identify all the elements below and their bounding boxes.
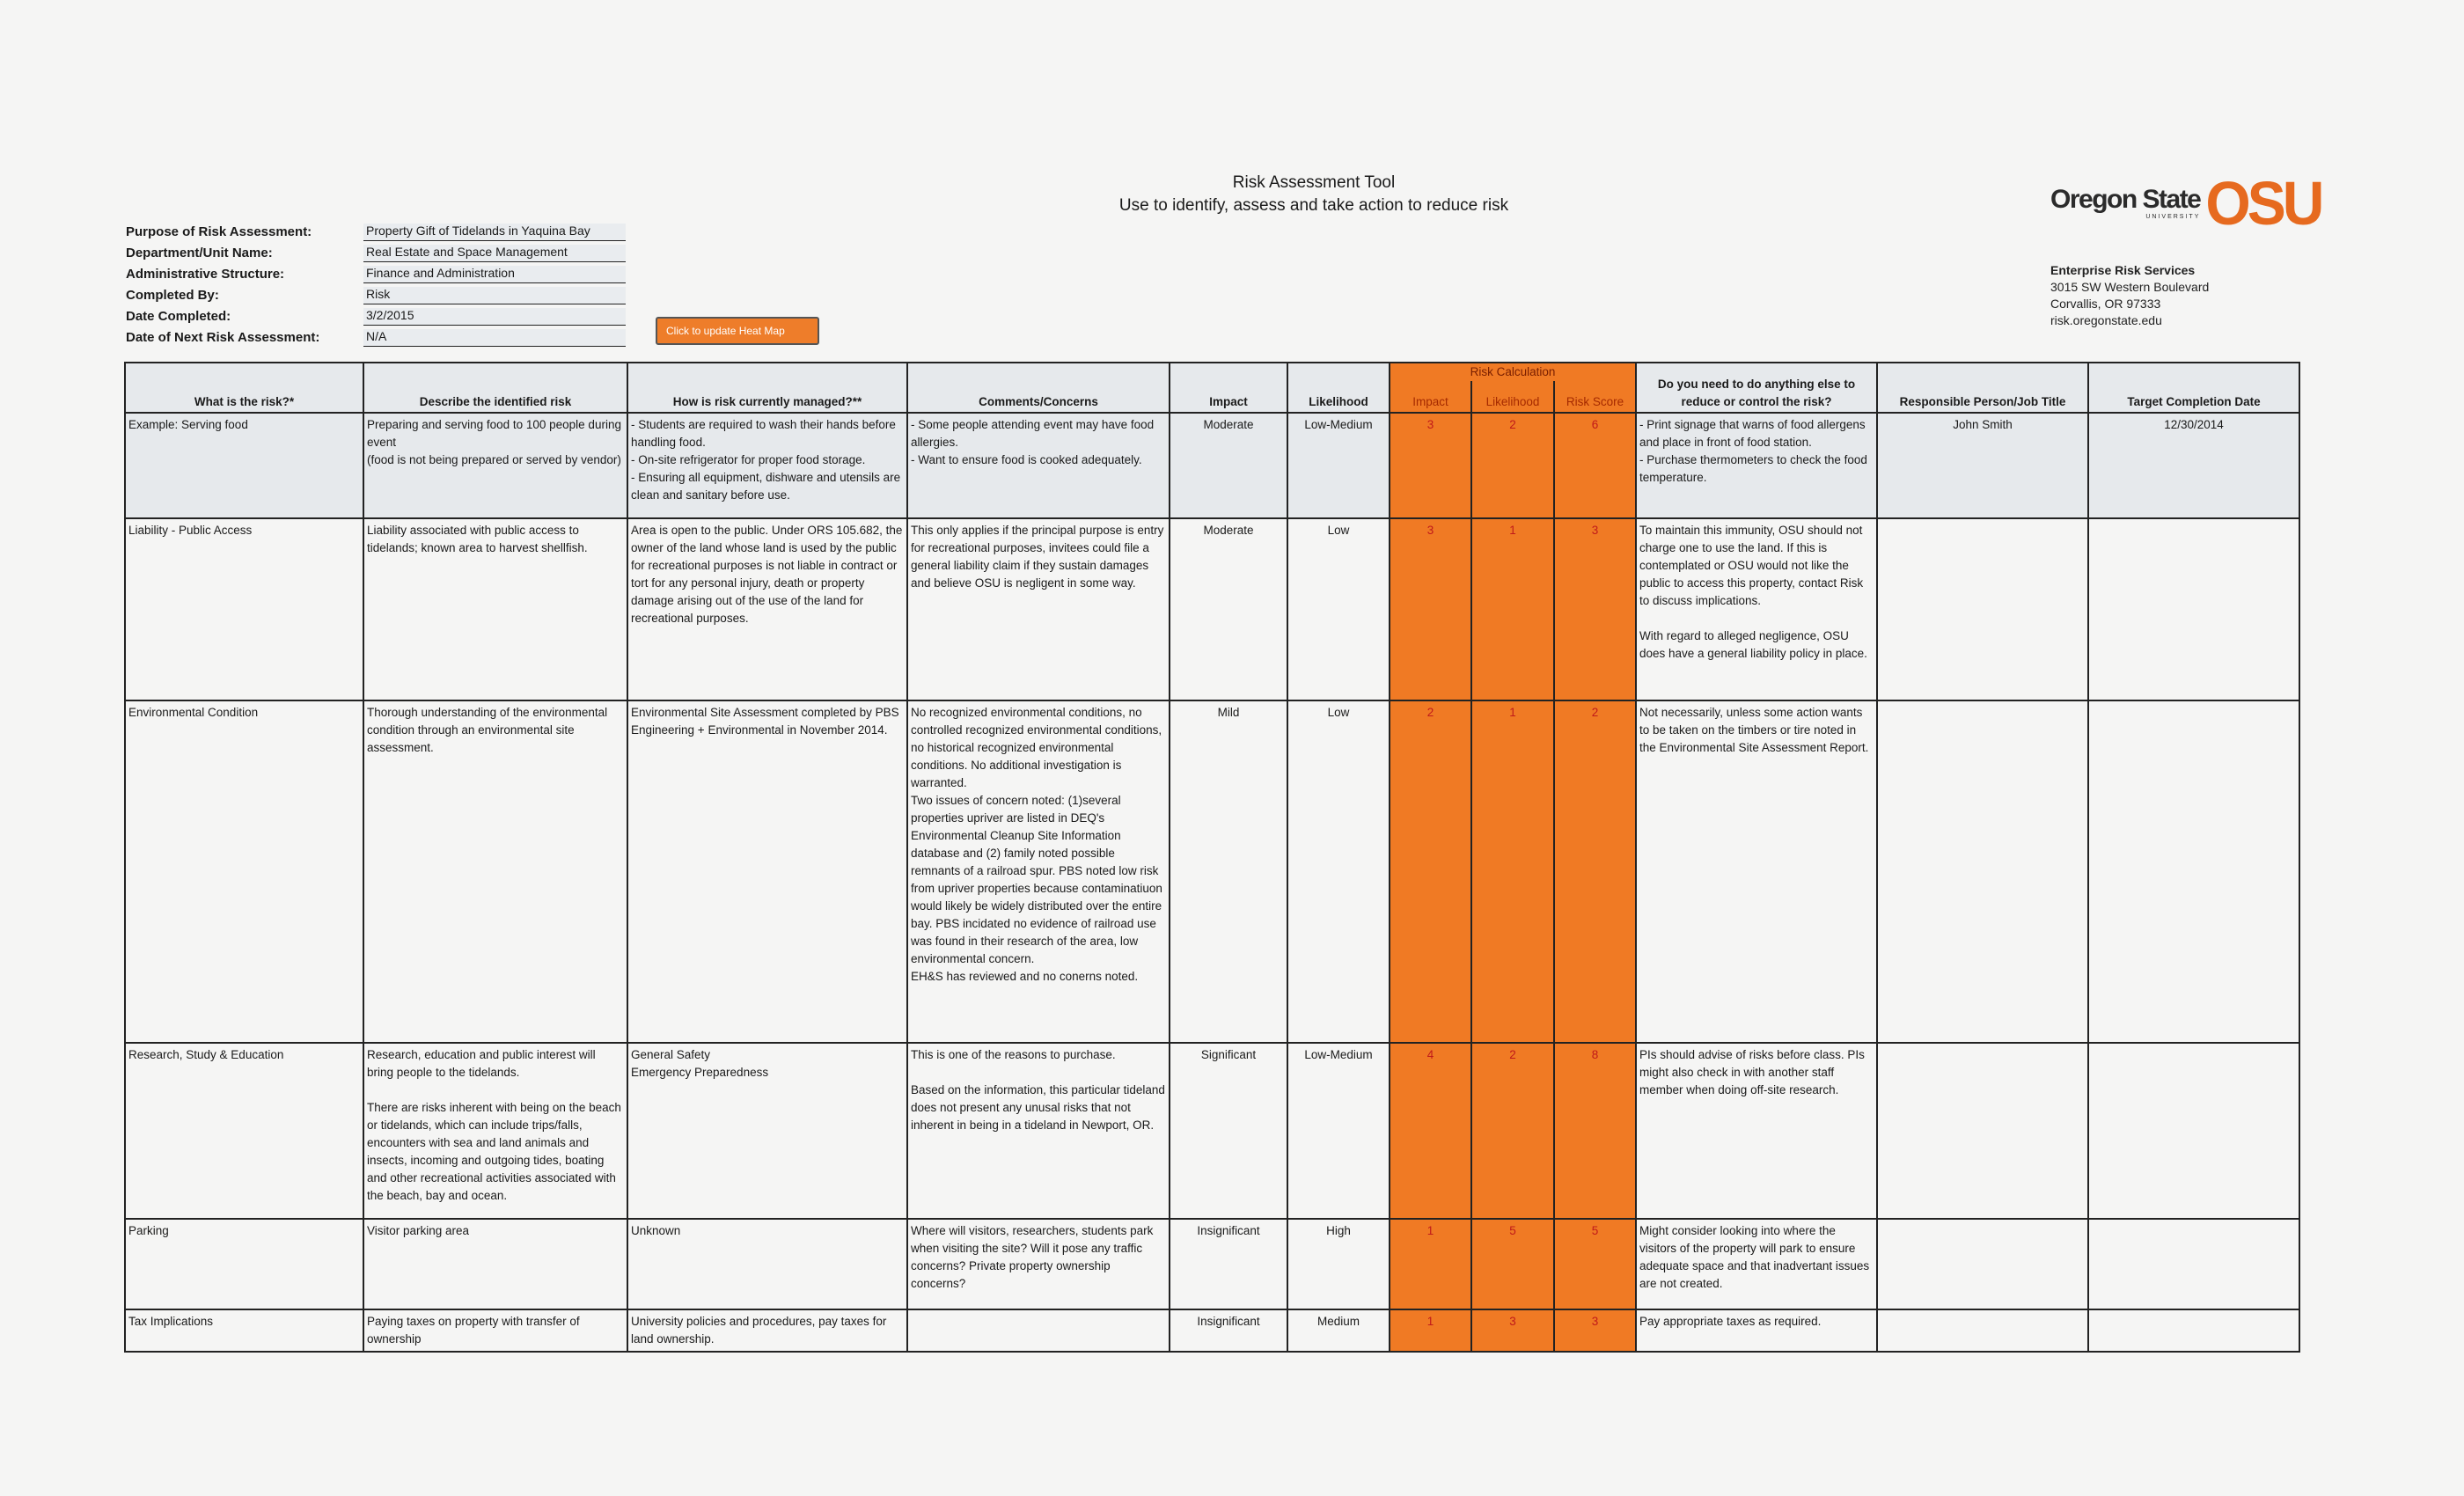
update-heat-map-button[interactable]: Click to update Heat Map	[656, 317, 819, 345]
cell-calc-impact: 1	[1390, 1309, 1471, 1352]
col-header-impact: Impact	[1170, 363, 1287, 413]
cell-managed[interactable]: Environmental Site Assessment completed by PBS Engineering + Environmental in November 2014.	[627, 700, 907, 1043]
meta-label: Administrative Structure:	[126, 267, 285, 282]
cell-calc-score: 5	[1554, 1219, 1636, 1309]
logo-wordmark: Oregon State	[2050, 184, 2201, 214]
meta-row	[126, 220, 626, 241]
cell-calc-impact: 2	[1390, 700, 1471, 1043]
cell-managed[interactable]: Area is open to the public. Under ORS 105.682, the owner of the land whose land is used by the public for recreational purposes is not liable in contract or tort for any personal injury, death or property damage arising out of the use of the land for recreational purposes.	[627, 518, 907, 700]
purpose-field[interactable]: Property Gift of Tidelands in Yaquina Bay	[363, 224, 626, 241]
table-row	[125, 1043, 2299, 1219]
cell-likelihood[interactable]: Medium	[1287, 1309, 1390, 1352]
cell-impact[interactable]: Moderate	[1170, 518, 1287, 700]
logo-mark: OSU	[2205, 169, 2321, 238]
cell-risk[interactable]: Example: Serving food	[125, 413, 363, 518]
col-header-likelihood: Likelihood	[1287, 363, 1390, 413]
col-header-calc-likelihood: Likelihood	[1471, 381, 1554, 413]
col-header-calc-score: Risk Score	[1554, 381, 1636, 413]
col-header-risk-calculation: Risk Calculation	[1390, 363, 1636, 381]
cell-comments[interactable]: This is one of the reasons to purchase. Based on the information, this particular tideland does not present any unusal risks that not inherent in being in a tideland in Newport, OR.	[907, 1043, 1170, 1219]
col-header-comments: Comments/Concerns	[907, 363, 1170, 413]
cell-calc-score: 6	[1554, 413, 1636, 518]
cell-risk[interactable]: Tax Implications	[125, 1309, 363, 1352]
col-header-risk: What is the risk?*	[125, 363, 363, 413]
osu-logo	[2050, 169, 2321, 238]
cell-action[interactable]: PIs should advise of risks before class. PIs might also check in with another staff member when doing off-site research.	[1636, 1043, 1877, 1219]
next-assessment-field[interactable]: N/A	[363, 329, 626, 347]
table-row	[125, 1309, 2299, 1352]
assessment-meta	[126, 220, 626, 347]
cell-impact[interactable]: Moderate	[1170, 413, 1287, 518]
cell-managed[interactable]: - Students are required to wash their hands before handling food. - On-site refrigerator for proper food storage. - Ensuring all equipment, dishware and utensils are clean and sanitary before use.	[627, 413, 907, 518]
cell-target[interactable]	[2088, 1043, 2299, 1219]
meta-row	[126, 262, 626, 283]
cell-calc-impact: 1	[1390, 1219, 1471, 1309]
cell-target[interactable]	[2088, 700, 2299, 1043]
cell-comments[interactable]: This only applies if the principal purpose is entry for recreational purposes, invitees could file a general liability claim if they sustain damages and believe OSU is negligent in some way.	[907, 518, 1170, 700]
col-header-describe: Describe the identified risk	[363, 363, 627, 413]
ers-address1: 3015 SW Western Boulevard	[2050, 280, 2210, 294]
cell-calc-likelihood: 2	[1471, 1043, 1554, 1219]
cell-impact[interactable]: Insignificant	[1170, 1309, 1287, 1352]
cell-responsible[interactable]	[1877, 1219, 2088, 1309]
cell-likelihood[interactable]: High	[1287, 1219, 1390, 1309]
department-field[interactable]: Real Estate and Space Management	[363, 245, 626, 262]
cell-calc-score: 3	[1554, 1309, 1636, 1352]
cell-responsible[interactable]	[1877, 518, 2088, 700]
meta-label: Department/Unit Name:	[126, 246, 273, 260]
completed-by-field[interactable]: Risk	[363, 287, 626, 304]
ers-title: Enterprise Risk Services	[2050, 263, 2196, 277]
cell-target[interactable]: 12/30/2014	[2088, 413, 2299, 518]
cell-calc-score: 8	[1554, 1043, 1636, 1219]
cell-managed[interactable]: Unknown	[627, 1219, 907, 1309]
ers-web: risk.oregonstate.edu	[2050, 313, 2162, 327]
cell-describe[interactable]: Liability associated with public access to tidelands; known area to harvest shellfish.	[363, 518, 627, 700]
cell-likelihood[interactable]: Low-Medium	[1287, 1043, 1390, 1219]
meta-label: Date of Next Risk Assessment:	[126, 330, 320, 345]
logo-university: UNIVERSITY	[2145, 213, 2201, 220]
date-completed-field[interactable]: 3/2/2015	[363, 308, 626, 326]
col-header-managed: How is risk currently managed?**	[627, 363, 907, 413]
cell-describe[interactable]: Thorough understanding of the environmental condition through an environmental site assessment.	[363, 700, 627, 1043]
table-row	[125, 1219, 2299, 1309]
cell-impact[interactable]: Significant	[1170, 1043, 1287, 1219]
cell-risk[interactable]: Liability - Public Access	[125, 518, 363, 700]
table-row	[125, 700, 2299, 1043]
col-header-calc-impact: Impact	[1390, 381, 1471, 413]
cell-risk[interactable]: Parking	[125, 1219, 363, 1309]
cell-target[interactable]	[2088, 1309, 2299, 1352]
cell-comments[interactable]: No recognized environmental conditions, no controlled recognized environmental conditions, no historical recognized environmental conditions. No additional investigation is warranted. Two issues of concern noted: (1)several properties upriver are listed in DEQ's Environmental Cleanup Site Information database and (2) family noted possible remnants of a railroad spur. PBS noted low risk from upriver properties because contaminatiuon would likely be widely distributed over the entire bay. PBS incidated no evidence of railroad use was found in their research of the area, low environmental concern. EH&S has reviewed and no conerns noted.	[907, 700, 1170, 1043]
cell-describe[interactable]: Visitor parking area	[363, 1219, 627, 1309]
cell-calc-score: 2	[1554, 700, 1636, 1043]
cell-responsible[interactable]	[1877, 1309, 2088, 1352]
ers-address2: Corvallis, OR 97333	[2050, 297, 2161, 311]
cell-comments[interactable]: - Some people attending event may have food allergies. - Want to ensure food is cooked adequately.	[907, 413, 1170, 518]
cell-likelihood[interactable]: Low-Medium	[1287, 413, 1390, 518]
risk-table	[124, 362, 2300, 1353]
meta-label: Purpose of Risk Assessment:	[126, 224, 312, 239]
ers-contact	[2050, 262, 2209, 329]
cell-calc-likelihood: 2	[1471, 413, 1554, 518]
cell-responsible[interactable]	[1877, 700, 2088, 1043]
page-subtitle: Use to identify, assess and take action to reduce risk	[1118, 196, 1509, 215]
col-header-action: Do you need to do anything else to reduce or control the risk?	[1636, 363, 1877, 413]
cell-target[interactable]	[2088, 1219, 2299, 1309]
cell-impact[interactable]: Insignificant	[1170, 1219, 1287, 1309]
cell-responsible[interactable]	[1877, 1043, 2088, 1219]
cell-action[interactable]: Not necessarily, unless some action wants to be taken on the timbers or tire noted in the Environmental Site Assessment Report.	[1636, 700, 1877, 1043]
meta-label: Date Completed:	[126, 309, 231, 324]
cell-action[interactable]: Pay appropriate taxes as required.	[1636, 1309, 1877, 1352]
admin-structure-field[interactable]: Finance and Administration	[363, 266, 626, 283]
meta-row	[126, 326, 626, 347]
col-header-target: Target Completion Date	[2088, 363, 2299, 413]
cell-impact[interactable]: Mild	[1170, 700, 1287, 1043]
col-header-responsible: Responsible Person/Job Title	[1877, 363, 2088, 413]
meta-row	[126, 304, 626, 326]
cell-calc-likelihood: 3	[1471, 1309, 1554, 1352]
cell-calc-likelihood: 1	[1471, 700, 1554, 1043]
cell-risk[interactable]: Research, Study & Education	[125, 1043, 363, 1219]
cell-calc-likelihood: 5	[1471, 1219, 1554, 1309]
meta-label: Completed By:	[126, 288, 219, 303]
header-row	[125, 363, 2299, 381]
cell-calc-score: 3	[1554, 518, 1636, 700]
cell-describe[interactable]: Paying taxes on property with transfer of ownership	[363, 1309, 627, 1352]
table-row	[125, 518, 2299, 700]
meta-row	[126, 283, 626, 304]
cell-likelihood[interactable]: Low	[1287, 518, 1390, 700]
cell-describe[interactable]: Research, education and public interest will bring people to the tidelands. There are risks inherent with being on the beach or tidelands, which can include trips/falls, encounters with sea and land animals and insects, incoming and outgoing tides, boating and other recreational activities associated with the beach, bay and ocean.	[363, 1043, 627, 1219]
cell-action[interactable]: To maintain this immunity, OSU should not charge one to use the land. If this is contemplated or OSU would not like the public to access this property, contact Risk to discuss implications. With regard to alleged negligence, OSU does have a general liability policy in place.	[1636, 518, 1877, 700]
page-title-line1: Risk Assessment Tool	[1232, 173, 1396, 192]
cell-target[interactable]	[2088, 518, 2299, 700]
cell-managed[interactable]: University policies and procedures, pay taxes for land ownership.	[627, 1309, 907, 1352]
cell-action[interactable]: Might consider looking into where the visitors of the property will park to ensure adequate space and that inadvertant issues are not created.	[1636, 1219, 1877, 1309]
cell-calc-likelihood: 1	[1471, 518, 1554, 700]
cell-calc-impact: 3	[1390, 518, 1471, 700]
cell-describe[interactable]: Preparing and serving food to 100 people during event (food is not being prepared or served by vendor)	[363, 413, 627, 518]
meta-row	[126, 241, 626, 262]
table-row-example	[125, 413, 2299, 518]
cell-calc-impact: 4	[1390, 1043, 1471, 1219]
cell-comments[interactable]: Where will visitors, researchers, students park when visiting the site? Will it pose any traffic concerns? Private property ownership concerns?	[907, 1219, 1170, 1309]
cell-managed[interactable]: General Safety Emergency Preparedness	[627, 1043, 907, 1219]
cell-likelihood[interactable]: Low	[1287, 700, 1390, 1043]
cell-comments[interactable]	[907, 1309, 1170, 1352]
cell-responsible[interactable]: John Smith	[1877, 413, 2088, 518]
cell-action[interactable]: - Print signage that warns of food allergens and place in front of food station. - Purchase thermometers to check the food temperature.	[1636, 413, 1877, 518]
cell-calc-impact: 3	[1390, 413, 1471, 518]
cell-risk[interactable]: Environmental Condition	[125, 700, 363, 1043]
